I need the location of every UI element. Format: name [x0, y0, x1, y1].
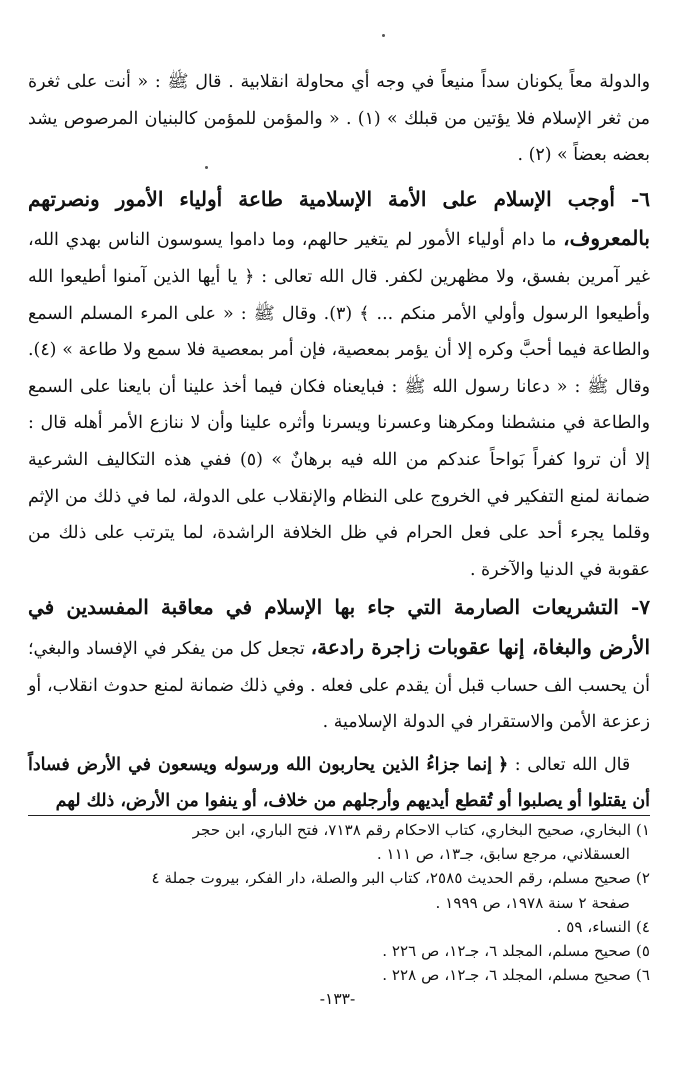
section-6-body: ما دام أولياء الأمور لم يتغير حالهم، وما داموا يسوسون الناس بهدي الله، غير آمرين بفسق، ولا مظهرين لكفر. قال الله تعالى : ﴿ يا أيها الذين آمنوا أطيعوا الله وأطيعوا الرسول وأولي الأمر منكم ... ﴾ (٣). وقال ﷺ : « على المرء المسلم السمع والطاعة فيما أحبَّ وكره إلا أن يؤمر بمعصية، فإن أمر بمعصية فلا سمع ولا طاعة » (٤). وقال ﷺ : « دعانا رسول الله ﷺ : فبايعناه فكان فيما أخذ علينا أن بايعنا على السمع والطاعة في منشطنا ومكرهنا وعسرنا ويسرنا وأثره علينا وأن لا ننازع الأمر أهله قال : إلا أن تروا كفراً بَواحاً عندكم من الله فيه برهانٌ » (٥) ففي هذه التكاليف الشرعية ضمانة لمنع التفكير في الخروج على النظام والإنقلاب على الدولة، لما في ذلك من الإثم وقلما يجرء أحد على فعل الحرام في ظل الخلافة الراشدة، لما يترتب على ذلك من عقوبة في الدنيا والآخرة .: [28, 230, 650, 580]
footnote-1: ١) البخاري، صحيح البخاري، كتاب الاحكام رقم ٧١٣٨، فتح الباري، ابن حجر: [192, 821, 650, 839]
scan-speck: [205, 166, 208, 169]
footnote-divider: [28, 815, 650, 816]
paragraph-intro: والدولة معاً يكونان سداً منيعاً في وجه أي محاولة انقلابية . قال ﷺ : « أنت على ثغرة من ثغر الإسلام فلا يؤتين من قبلك » (١) . « والمؤمن للمؤمن كالبنيان المرصوص يشد بعضه بعضاً » (٢) .: [28, 72, 650, 166]
page-number: -١٣٣-: [319, 990, 356, 1008]
section-7: [28, 588, 650, 740]
footnote-2: ٢) صحيح مسلم، رقم الحديث ٢٥٨٥، كتاب البر والصلة، دار الفكر، بيروت جملة ٤: [151, 869, 650, 888]
page-body: [28, 64, 650, 820]
scan-speck: [382, 34, 385, 37]
verse-intro: قال الله تعالى :: [514, 754, 631, 775]
section-7-heading: ٧- التشريعات الصارمة التي جاء بها الإسلام في معاقبة المفسدين في الأرض والبغاة، إنها عقوبات زاجرة رادعة،: [28, 595, 651, 659]
footnote-6: ٦) صحيح مسلم، المجلد ٦، جـ١٢، ص ٢٢٨ .: [382, 966, 650, 985]
footnotes: [28, 818, 650, 987]
footnote-4: ٤) النساء، ٥٩ .: [556, 917, 650, 936]
section-7-body: تجعل كل من يفكر في الإفساد والبغي؛ أن يحسب الف حساب قبل أن يقدم على فعله . وفي ذلك ضمانة لمنع حدوث انقلاب، أو زعزعة الأمن والاستقرار في الدولة الإسلامية .: [28, 638, 650, 733]
footnote-5: ٥) صحيح مسلم، المجلد ٦، جـ١٢، ص ٢٢٦ .: [382, 942, 650, 961]
section-6: [28, 180, 650, 589]
footnote-2-cont: صفحة ٢ سنة ١٩٧٨، ص ١٩٩٩ .: [435, 893, 630, 912]
verse-text: ﴿ إنما جزاءُ الذين يحاربون الله ورسوله ويسعون في الأرض فساداً أن يقتلوا أو يصلبوا أو تُقطع أيديهم وأرجلهم من خلاف، أو ينفوا من الأرض، ذلك لهم: [28, 754, 650, 812]
section-6-heading: ٦- أوجب الإسلام على الأمة الإسلامية طاعة أولياء الأمور ونصرتهم بالمعروف،: [28, 186, 651, 251]
footnote-1-cont: العسقلاني، مرجع سابق، جـ١٣، ص ١١١ .: [376, 845, 630, 864]
verse-paragraph: [28, 747, 650, 820]
